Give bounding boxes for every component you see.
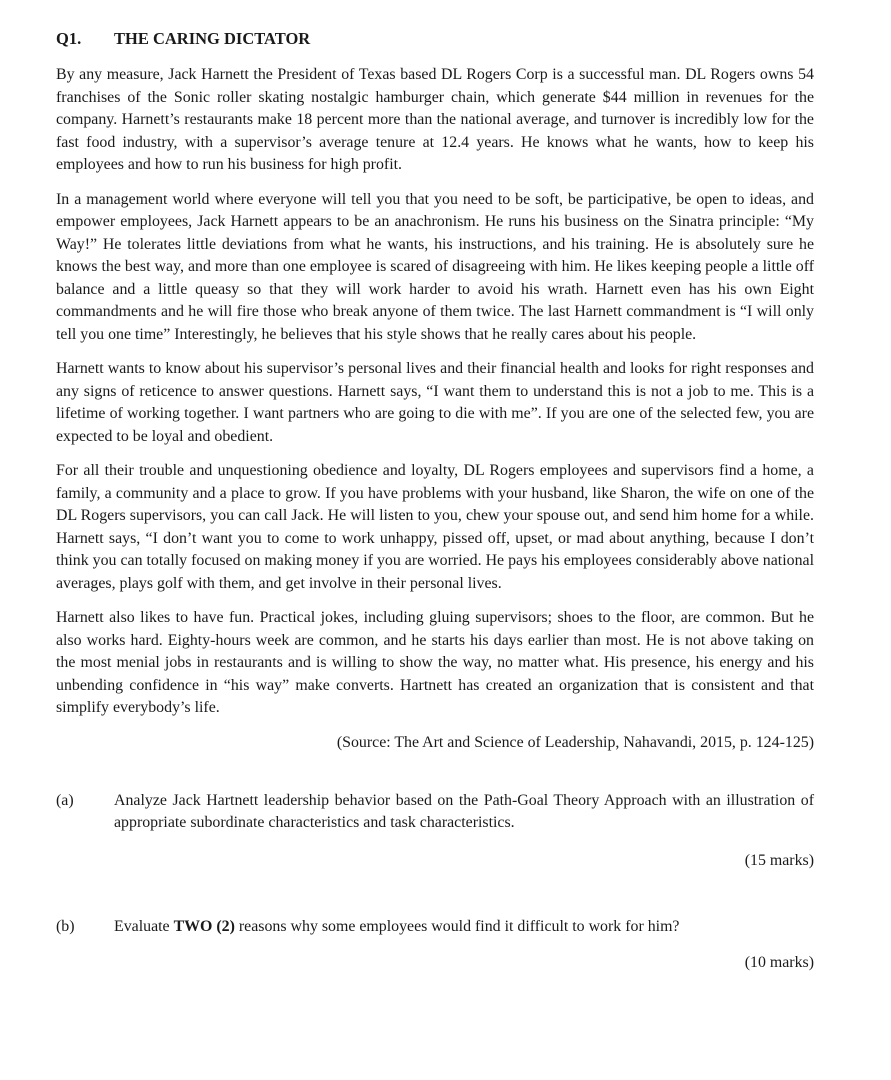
sub-question-b-text [114, 916, 814, 938]
sub-question-b [56, 916, 814, 938]
question-title: THE CARING DICTATOR [114, 29, 311, 48]
sub-question-a-marks: (15 marks) [744, 851, 814, 869]
sub-question-b-emphasis: TWO (2) [173, 917, 235, 935]
sub-question-a-text: Analyze Jack Hartnett leadership behavior based on the Path-Goal Theory Approach with an illustration of appropriate subordinate characteristics and task characteristics. [114, 791, 814, 831]
question-number: Q1. [56, 29, 82, 48]
case-paragraph-5: Harnett also likes to have fun. Practical jokes, including gluing supervisors; shoes to the floor, are common. But he also works hard. Eighty-hours week are common, and he starts his days earlier than most. He is not above taking on the most menial jobs in restaurants and is willing to show the way, no matter what. His presence, his energy and his unbending confidence in “his way” make converts. Hartnett has created an organization that is consistent and that simplify everybody’s life. [56, 609, 814, 716]
case-paragraph-3: Harnett wants to know about his supervisor’s personal lives and their financial health and looks for right responses and any signs of reticence to answer questions. Harnett says, “I want them to understand this is not a job to me. This is a lifetime of working together. I want partners who are going to die with me”. If you are one of the selected few, you are expected to be loyal and obedient. [56, 360, 814, 445]
sub-question-b-label: (b) [56, 917, 75, 935]
case-paragraph-1: By any measure, Jack Harnett the President of Texas based DL Rogers Corp is a successful man. DL Rogers owns 54 franchises of the Sonic roller skating nostalgic hamburger chain, which generate $44 million in revenues for the company. Harnett’s restaurants make 18 percent more than the national average, and turnover is incredibly low for the fast food industry, with a supervisor’s average tenure at 12.4 years. He knows what he wants, how to keep his employees and how to run his business for high profit. [56, 66, 814, 173]
document-page [56, 28, 814, 974]
sub-question-b-marks: (10 marks) [744, 953, 814, 971]
sub-question-b-text-after: reasons why some employees would find it difficult to work for him? [234, 917, 680, 935]
sub-question-a-label: (a) [56, 791, 74, 809]
question-heading [56, 28, 814, 50]
source-citation: (Source: The Art and Science of Leadership, Nahavandi, 2015, p. 124-125) [336, 733, 814, 751]
case-paragraph-4: For all their trouble and unquestioning obedience and loyalty, DL Rogers employees and supervisors find a home, a family, a community and a place to grow. If you have problems with your husband, like Sharon, the wife on one of the DL Rogers supervisors, you can call Jack. He will listen to you, chew your spouse out, and send him home for a while. Harnett says, “I don’t want you to come to work unhappy, pissed off, upset, or mad about anything, because I don’t think you can totally focused on making money if you are worried. He pays his employees considerably above national averages, plays golf with them, and get involve in their personal lives. [56, 462, 814, 592]
sub-question-b-text-before: Evaluate [114, 917, 174, 935]
case-paragraph-2: In a management world where everyone will tell you that you need to be soft, be participative, be open to ideas, and empower employees, Jack Harnett appears to be an anachronism. He runs his business on the Sinatra principle: “My Way!” He tolerates little deviations from what he wants, his instructions, and his training. He is absolutely sure he knows the best way, and more than one employee is scared of disagreeing with him. He likes keeping people a little off balance and a little queasy so that they will work harder to avoid his wrath. Harnett even has his own Eight commandments and he will fire those who break anyone of them twice. The last Harnett commandment is “I will only tell you one time” Interestingly, he believes that his style shows that he really cares about his people. [56, 190, 814, 343]
sub-question-a [56, 790, 814, 834]
